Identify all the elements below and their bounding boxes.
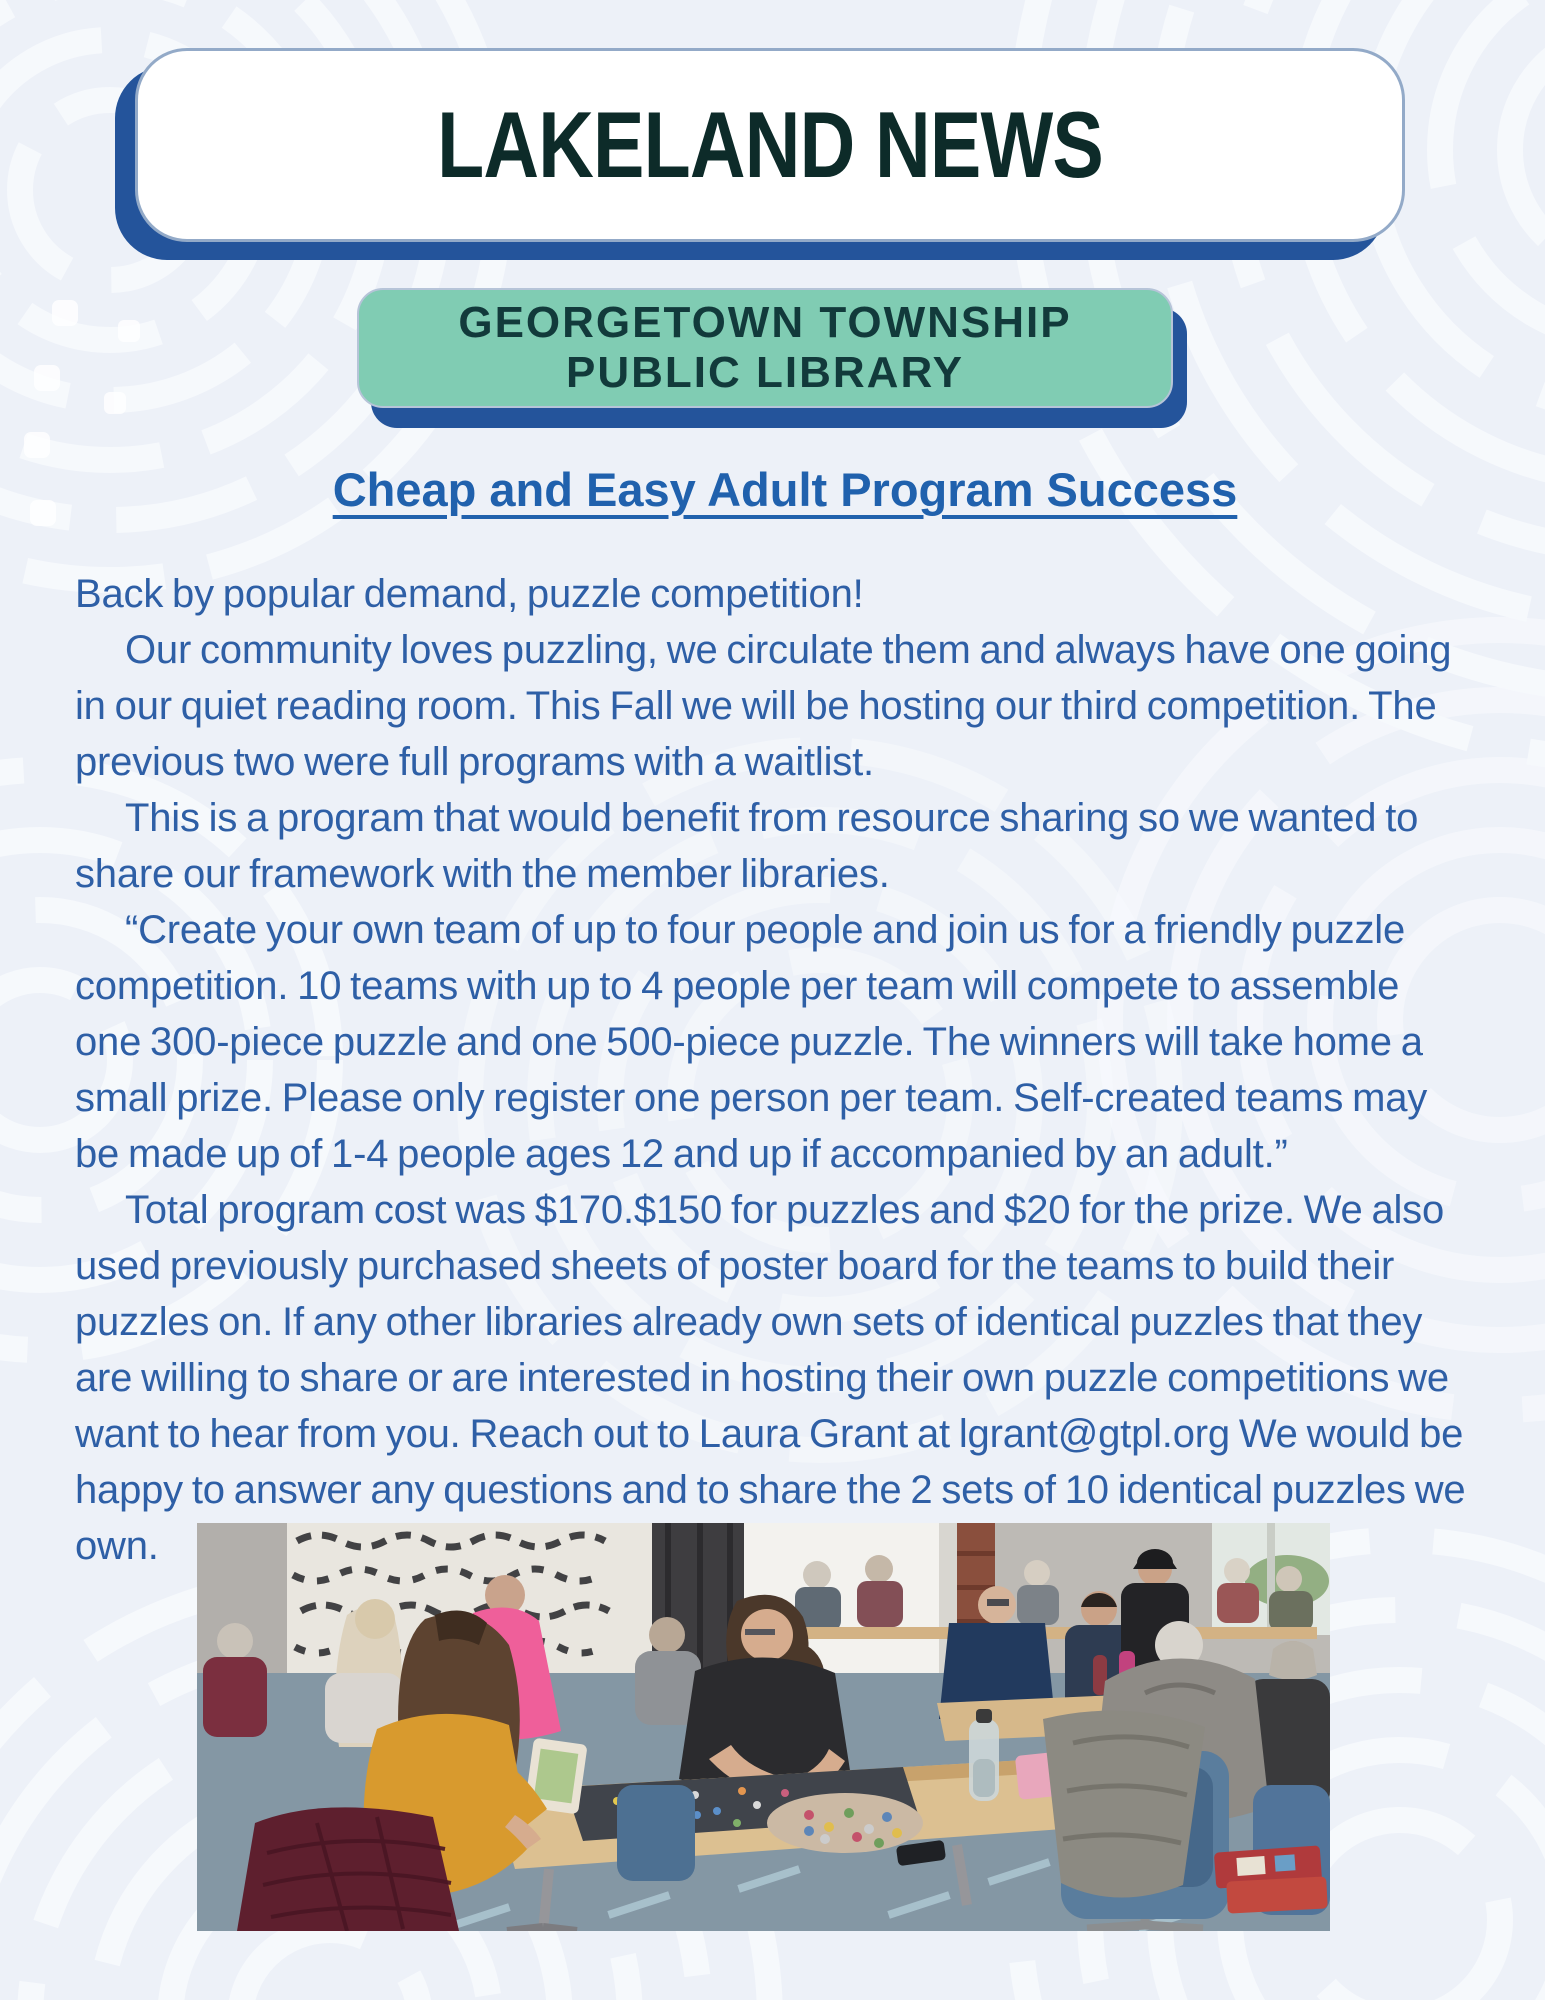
- paragraph-4: “Create your own team of up to four people and join us for a friendly puzzle competition. 10 teams with up to 4 people per team will compete to assemble one 300-piece puzzle and one 500-piece puzzle. The winners will take home a small prize. Please only register one person per team. Self-created teams may be made up of 1-4 people ages 12 and up if accompanied by an adult.”: [75, 908, 1428, 1176]
- paragraph-5: Total program cost was $170.$150 for puzzles and $20 for the prize. We also used previously purchased sheets of poster board for the teams to build their puzzles on. If any other libraries already own sets of identical puzzles that they are willing to share or are interested in hosting their own puzzle competitions we want to hear from you. Reach out to Laura Grant at lgrant@gtpl.org We would be happy to answer any questions and to share the 2 sets of 10 identical puzzles we own.: [75, 1188, 1466, 1568]
- article-body: [75, 566, 1470, 1574]
- paragraph-1: Back by popular demand, puzzle competition!: [75, 572, 864, 616]
- article-headline: Cheap and Easy Adult Program Success: [332, 463, 1238, 516]
- library-name-line1: GEORGETOWN TOWNSHIP: [458, 298, 1072, 347]
- masthead-box: [135, 48, 1405, 242]
- paragraph-2: Our community loves puzzling, we circulate them and always have one going in our quiet reading room. This Fall we will be hosting our third competition. The previous two were full programs with a waitlist.: [75, 628, 1452, 784]
- library-name-line2: PUBLIC LIBRARY: [566, 348, 964, 397]
- newsletter-title: LAKELAND NEWS: [437, 92, 1103, 197]
- paragraph-3: This is a program that would benefit from resource sharing so we wanted to share our framework with the member libraries.: [75, 796, 1419, 896]
- event-photo: [197, 1523, 1330, 1931]
- article-headline-row: [75, 462, 1495, 517]
- library-banner: [357, 288, 1173, 408]
